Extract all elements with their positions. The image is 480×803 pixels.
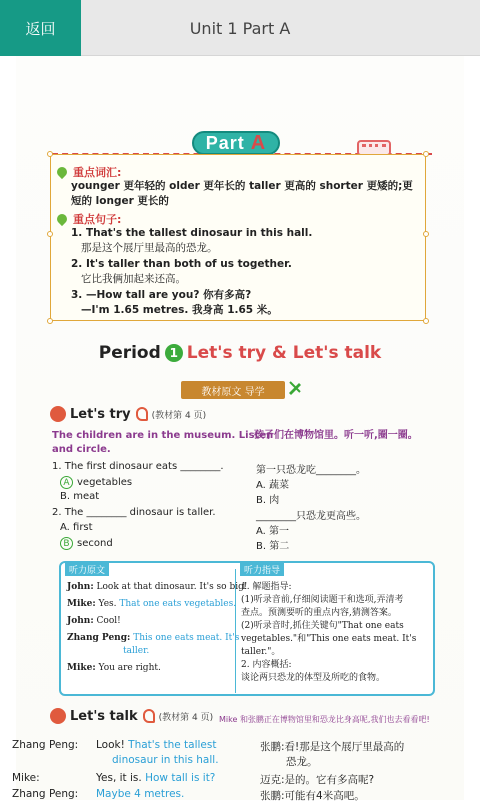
option-1a	[60, 476, 132, 489]
option-2a-cn: A. 第一	[256, 526, 290, 537]
talk-line-1: Look! That's the tallest	[96, 739, 217, 751]
lets-talk-title: Let's talk	[70, 708, 138, 724]
guide-line: 查点。预测要听的重点内容,猜测答案。	[241, 608, 397, 618]
circled-b-mark: B	[60, 537, 73, 550]
option-2b-cn: B. 第二	[256, 541, 290, 552]
vocab-line: 短的 longer 更长的	[71, 195, 169, 207]
question-1-cn: 第一只恐龙吃________。	[256, 465, 366, 476]
try-instruction-en-2: and circle.	[52, 444, 111, 455]
script-line: taller.	[123, 646, 150, 656]
question-1: 1. The first dinosaur eats ________.	[52, 461, 224, 472]
listening-box	[59, 561, 435, 696]
talk-line-2: Yes, it is. How tall is it?	[96, 772, 216, 784]
vocab-heading	[57, 164, 121, 180]
option-2b-text: second	[77, 538, 113, 549]
pin-icon	[55, 212, 69, 226]
lets-try-heading	[50, 406, 206, 422]
section-badge-icon	[50, 406, 66, 422]
period-title: Let's try & Let's talk	[186, 343, 382, 363]
question-2: 2. The ________ dinosaur is taller.	[52, 507, 216, 518]
talk-line-1-cont: dinosaur in this hall.	[112, 754, 219, 766]
script-line: Mike: Yes. That one eats vegetables.	[67, 599, 237, 609]
guide-banner-text: 教材原文 导学	[201, 386, 265, 398]
listen-ear-icon	[136, 407, 148, 421]
vocab-heading-text: 重点词汇:	[73, 166, 122, 179]
guide-line: (1)听录音前,仔细阅读题干和选项,弄清考	[241, 595, 404, 605]
back-button[interactable]: 返回	[0, 0, 81, 56]
talk-speaker: Zhang Peng:	[12, 788, 79, 800]
listen-ear-icon	[143, 709, 155, 723]
top-bar	[0, 0, 480, 56]
sentence-1: 1. That's the tallest dinosaur in this hall.	[71, 227, 313, 239]
guide-line: taller."。	[241, 647, 281, 657]
lets-try-page-ref: (教材第 4 页)	[151, 410, 207, 421]
talk-line-3-cn: 张鹏:可能有4米高吧。	[260, 790, 365, 802]
talk-line-1-cn-cont: 恐龙。	[286, 756, 318, 768]
pencil-icon	[287, 379, 303, 395]
try-instruction-cn: 孩子们在博物馆里。听一听,圈一圈。	[254, 430, 418, 441]
lets-talk-heading	[50, 708, 213, 724]
talk-speaker: Mike:	[12, 772, 40, 784]
part-letter: A	[250, 131, 267, 154]
sentence-heading-text: 重点句子:	[73, 213, 122, 226]
option-1b-cn: B. 肉	[256, 495, 280, 506]
sentence-2-cn: 它比我俩加起来还高。	[81, 273, 186, 285]
script-line: John: Cool!	[67, 616, 121, 626]
script-line: John: Look at that dinosaur. It's so big!	[67, 582, 248, 592]
talk-line-2-cn: 迈克:是的。它有多高呢?	[260, 774, 375, 786]
guide-line: (2)听录音时,抓住关键句"That one eats	[241, 621, 404, 631]
circled-a-mark: A	[60, 476, 73, 489]
corner-dot	[423, 151, 429, 157]
option-2b	[60, 537, 113, 550]
section-badge-icon	[50, 708, 66, 724]
part-word: Part	[205, 132, 245, 153]
sentence-2: 2. It's taller than both of us together.	[71, 258, 292, 270]
talk-line-1-cn: 张鹏:看!那是这个展厅里最高的	[260, 741, 405, 753]
key-points-box	[50, 154, 426, 321]
sentence-heading	[57, 211, 121, 227]
talk-line-3: Maybe 4 metres.	[96, 788, 185, 800]
sentence-3-question: 3. —How tall are you? 你有多高?	[71, 289, 252, 301]
talk-note: Mike 和张鹏正在博物馆里和恐龙比身高呢,我们也去看看吧!	[219, 715, 430, 724]
vocab-line: younger 更年轻的 older 更年长的 taller 更高的 shorter 更矮的;更	[71, 180, 413, 192]
corner-dot	[47, 318, 53, 324]
lets-talk-page-ref: (教材第 4 页)	[158, 712, 214, 723]
guide-line: vegetables."和"This one eats meat. It's	[241, 634, 417, 644]
sentence-1-cn: 那是这个展厅里最高的恐龙。	[81, 242, 218, 254]
period-word: Period	[98, 343, 161, 363]
guide-line: 谈论两只恐龙的体型及所吃的食物。	[241, 673, 386, 683]
textbook-page[interactable]	[12, 56, 464, 802]
period-number: 1	[165, 344, 183, 362]
corner-dot	[423, 231, 429, 237]
listening-script-tab: 听力原文	[65, 562, 109, 576]
guide-banner	[181, 381, 285, 399]
option-2a: A. first	[60, 522, 93, 533]
page-title: Unit 1 Part A	[189, 18, 291, 38]
script-line: Mike: You are right.	[67, 663, 161, 673]
sentence-3-answer: —I'm 1.65 metres. 我身高 1.65 米。	[81, 304, 278, 316]
lets-try-title: Let's try	[70, 406, 131, 422]
corner-dot	[47, 231, 53, 237]
option-1b: B. meat	[60, 491, 100, 502]
guide-line: 2. 内容概括:	[241, 660, 292, 670]
script-line: Zhang Peng: This one eats meat. It's	[67, 633, 240, 643]
period-heading	[16, 342, 464, 364]
corner-dot	[47, 151, 53, 157]
corner-dot	[423, 318, 429, 324]
talk-speaker: Zhang Peng:	[12, 739, 79, 751]
question-2-cn: ________只恐龙更高些。	[256, 511, 366, 522]
option-1a-cn: A. 蔬菜	[256, 480, 290, 491]
guide-line: 1. 解题指导:	[241, 582, 292, 592]
part-a-badge	[192, 131, 280, 155]
pin-icon	[55, 165, 69, 179]
try-instruction-en: The children are in the museum. Listen	[52, 430, 274, 441]
listening-guide-tab: 听力指导	[240, 562, 284, 576]
option-1a-text: vegetables	[77, 477, 133, 488]
